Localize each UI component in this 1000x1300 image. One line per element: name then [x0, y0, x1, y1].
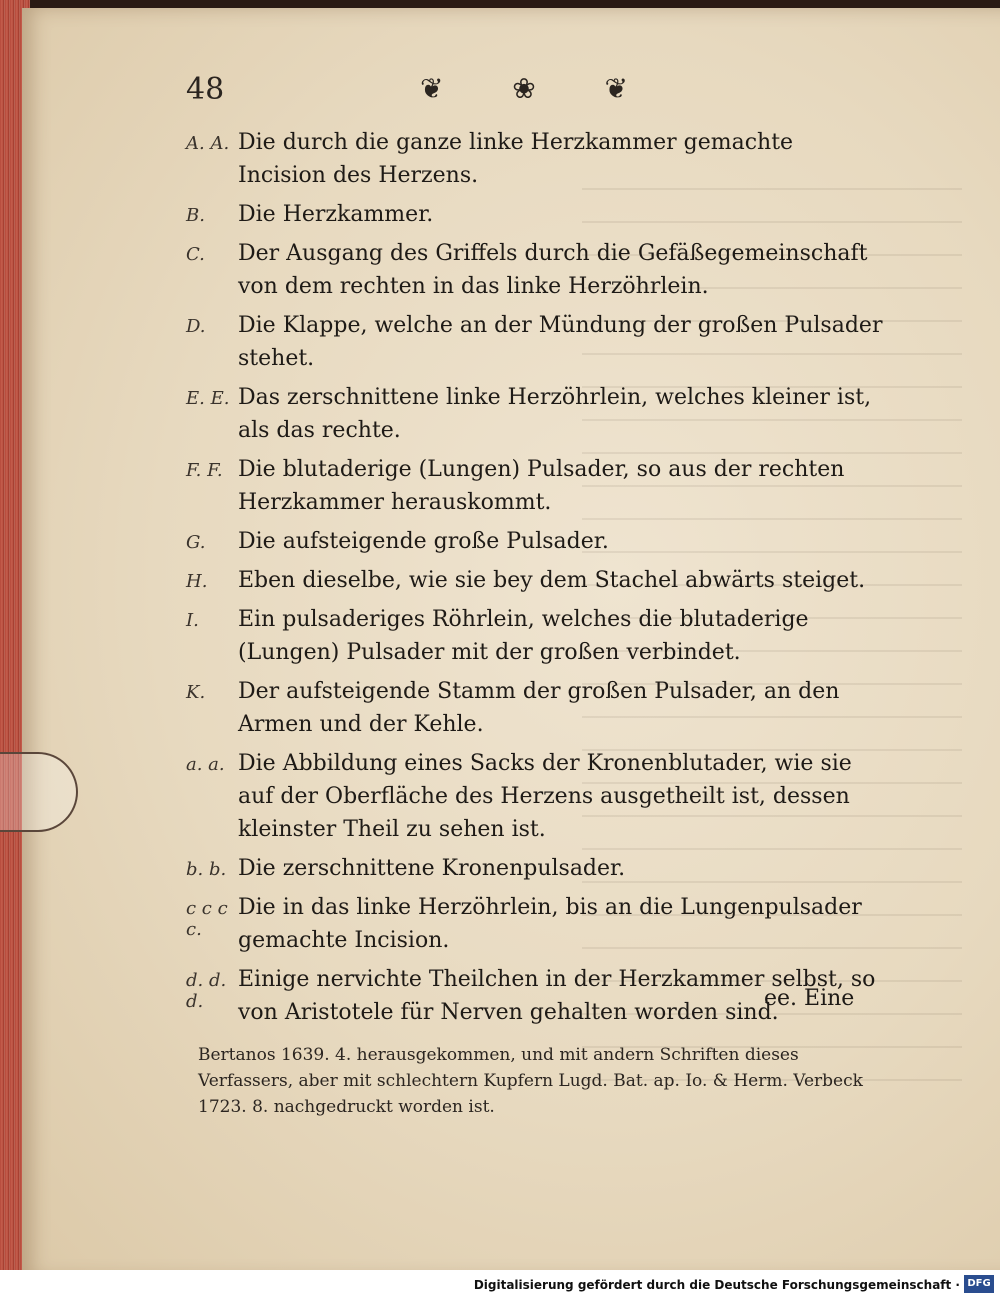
entry-label: b. b.	[186, 859, 227, 880]
entry-text: Der Ausgang des Griffels durch die Gefäßegemeinschaft von dem rechten in das linke Herzöhrlein.	[238, 241, 868, 299]
paper-fold-tab	[0, 752, 78, 832]
entry-label: G.	[186, 532, 206, 553]
header-ornament	[420, 72, 630, 105]
entry-label: K.	[186, 682, 206, 703]
entry-label: c c c c.	[186, 898, 228, 940]
entry-text: Die Abbildung eines Sacks der Kronenblutader, wie sie auf der Oberfläche des Herzens ausgetheilt ist, dessen kleinster Theil zu sehen ist.	[238, 751, 852, 842]
entry-text: Die Herzkammer.	[238, 202, 434, 227]
ornament-center-icon: ❀	[512, 72, 538, 105]
entry-text: Eben dieselbe, wie sie bey dem Stachel abwärts steiget.	[238, 568, 866, 593]
legend-entry	[186, 675, 886, 741]
entry-label: a. a.	[186, 754, 225, 775]
entry-text: Die durch die ganze linke Herzkammer gemachte Incision des Herzens.	[238, 130, 794, 188]
catchword: ee. Eine	[764, 986, 855, 1011]
ornament-right-icon: ❦	[604, 72, 630, 105]
legend-entry	[186, 237, 886, 303]
ornament-left-icon: ❦	[420, 72, 446, 105]
legend-entry	[186, 891, 886, 957]
legend-entry	[186, 747, 886, 846]
dfg-logo: DFG	[964, 1275, 994, 1293]
entry-text: Das zerschnittene linke Herzöhrlein, welches kleiner ist, als das rechte.	[238, 385, 872, 443]
entry-text: Einige nervichte Theilchen in der Herzkammer selbst, so von Aristotele für Nerven gehalten worden sind.	[238, 967, 876, 1025]
entry-text: Die aufsteigende große Pulsader.	[238, 529, 609, 554]
entry-label: I.	[186, 610, 199, 631]
entry-label: B.	[186, 205, 205, 226]
legend-entry	[186, 564, 886, 597]
credit-text: Digitalisierung gefördert durch die Deutsche Forschungsgemeinschaft ·	[473, 1278, 960, 1292]
digitization-credit-bar	[0, 1270, 1000, 1300]
legend-entry	[186, 381, 886, 447]
entry-label: A. A.	[186, 133, 230, 154]
legend-entry	[186, 525, 886, 558]
entry-label: C.	[186, 244, 205, 265]
entry-text: Die blutaderige (Lungen) Pulsader, so aus der rechten Herzkammer herauskommt.	[238, 457, 845, 515]
legend-entry	[186, 126, 886, 192]
entry-text: Der aufsteigende Stamm der großen Pulsader, an den Armen und der Kehle.	[238, 679, 840, 737]
legend-entry	[186, 603, 886, 669]
entry-text: Die Klappe, welche an der Mündung der großen Pulsader stehet.	[238, 313, 883, 371]
entry-label: H.	[186, 571, 208, 592]
entry-label: E. E.	[186, 388, 230, 409]
legend-entry	[186, 309, 886, 375]
legend-entry	[186, 198, 886, 231]
entry-text: Ein pulsaderiges Röhrlein, welches die blutaderige (Lungen) Pulsader mit der großen verbindet.	[238, 607, 809, 665]
entry-text: Die in das linke Herzöhrlein, bis an die Lungenpulsader gemachte Incision.	[238, 895, 862, 953]
legend-entry	[186, 453, 886, 519]
legend-entry	[186, 852, 886, 885]
page-number: 48	[186, 72, 225, 107]
entry-label: F. F.	[186, 460, 223, 481]
entry-text: Die zerschnittene Kronenpulsader.	[238, 856, 626, 881]
entry-label: D.	[186, 316, 206, 337]
legend-entries	[186, 126, 886, 1035]
entry-label: d. d. d.	[186, 970, 227, 1012]
footnote: Bertanos 1639. 4. herausgekommen, und mit andern Schriften dieses Verfassers, aber mit schlechtern Kupfern Lugd. Bat. ap. Io. & Herm. Verbeck 1723. 8. nachgedruckt worden ist.	[198, 1045, 863, 1117]
